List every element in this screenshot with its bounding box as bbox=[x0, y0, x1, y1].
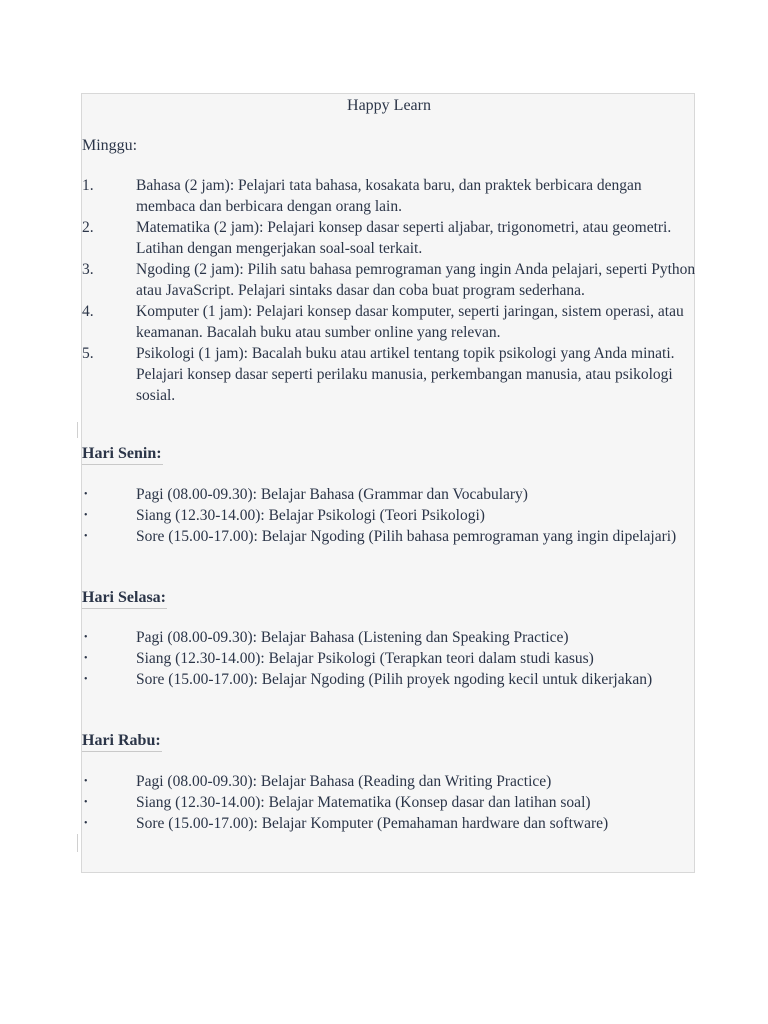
list-item bbox=[82, 259, 696, 301]
bullet-icon: • bbox=[84, 776, 88, 787]
day-schedule-selasa bbox=[82, 627, 696, 690]
document-page bbox=[81, 93, 695, 873]
list-item bbox=[82, 627, 696, 648]
list-item bbox=[82, 484, 696, 505]
list-number: 2. bbox=[82, 219, 94, 236]
day-heading-selasa: Hari Selasa: bbox=[82, 588, 167, 609]
list-item-text: Komputer (1 jam): Pelajari konsep dasar komputer, seperti jaringan, sistem operasi, atau keamanan. Bacalah buku atau sumber online yang relevan. bbox=[136, 303, 684, 341]
list-item-text: Pagi (08.00-09.30): Belajar Bahasa (Reading dan Writing Practice) bbox=[136, 773, 552, 790]
list-item bbox=[82, 669, 696, 690]
list-item-text: Siang (12.30-14.00): Belajar Psikologi (Teori Psikologi) bbox=[136, 507, 485, 524]
bullet-icon: • bbox=[84, 510, 88, 521]
list-item bbox=[82, 648, 696, 669]
list-item-text: Sore (15.00-17.00): Belajar Ngoding (Pilih bahasa pemrograman yang ingin dipelajari) bbox=[136, 528, 677, 545]
bullet-icon: • bbox=[84, 674, 88, 685]
bullet-icon: • bbox=[84, 653, 88, 664]
list-item-text: Pagi (08.00-09.30): Belajar Bahasa (Grammar dan Vocabulary) bbox=[136, 486, 528, 503]
list-number: 4. bbox=[82, 303, 94, 320]
list-item-text: Psikologi (1 jam): Bacalah buku atau artikel tentang topik psikologi yang Anda minati. Pelajari konsep dasar seperti perilaku manusia, perkembangan manusia, atau psikologi sosial. bbox=[136, 345, 675, 404]
document-title: Happy Learn bbox=[347, 97, 431, 114]
margin-rule bbox=[77, 422, 78, 438]
list-item bbox=[82, 301, 696, 343]
bullet-icon: • bbox=[84, 797, 88, 808]
week-plan-list bbox=[82, 175, 696, 406]
list-item bbox=[82, 343, 696, 406]
list-item bbox=[82, 792, 696, 813]
day-schedule-senin bbox=[82, 484, 696, 547]
list-number: 3. bbox=[82, 261, 94, 278]
list-item-text: Matematika (2 jam): Pelajari konsep dasar seperti aljabar, trigonometri, atau geometri. Latihan dengan mengerjakan soal-soal terkait. bbox=[136, 219, 672, 257]
week-label: Minggu: bbox=[82, 137, 138, 154]
day-schedule-rabu bbox=[82, 771, 696, 834]
list-item-text: Siang (12.30-14.00): Belajar Matematika (Konsep dasar dan latihan soal) bbox=[136, 794, 591, 811]
bullet-icon: • bbox=[84, 818, 88, 829]
list-item bbox=[82, 771, 696, 792]
list-item-text: Siang (12.30-14.00): Belajar Psikologi (Terapkan teori dalam studi kasus) bbox=[136, 650, 594, 667]
list-item bbox=[82, 813, 696, 834]
list-item bbox=[82, 505, 696, 526]
list-item-text: Bahasa (2 jam): Pelajari tata bahasa, kosakata baru, dan praktek berbicara dengan membaca dan berbicara dengan orang lain. bbox=[136, 177, 642, 215]
list-number: 5. bbox=[82, 345, 94, 362]
list-item-text: Ngoding (2 jam): Pilih satu bahasa pemrograman yang ingin Anda pelajari, seperti Python atau JavaScript. Pelajari sintaks dasar dan coba buat program sederhana. bbox=[136, 261, 696, 299]
list-item-text: Sore (15.00-17.00): Belajar Ngoding (Pilih proyek ngoding kecil untuk dikerjakan) bbox=[136, 671, 653, 688]
list-item bbox=[82, 175, 696, 217]
list-number: 1. bbox=[82, 177, 94, 194]
day-heading-senin: Hari Senin: bbox=[82, 444, 163, 465]
bullet-icon: • bbox=[84, 531, 88, 542]
list-item bbox=[82, 526, 696, 547]
day-heading-rabu: Hari Rabu: bbox=[82, 731, 162, 752]
list-item-text: Pagi (08.00-09.30): Belajar Bahasa (Listening dan Speaking Practice) bbox=[136, 629, 569, 646]
bullet-icon: • bbox=[84, 632, 88, 643]
list-item-text: Sore (15.00-17.00): Belajar Komputer (Pemahaman hardware dan software) bbox=[136, 815, 609, 832]
list-item bbox=[82, 217, 696, 259]
bullet-icon: • bbox=[84, 489, 88, 500]
margin-rule bbox=[77, 834, 78, 852]
